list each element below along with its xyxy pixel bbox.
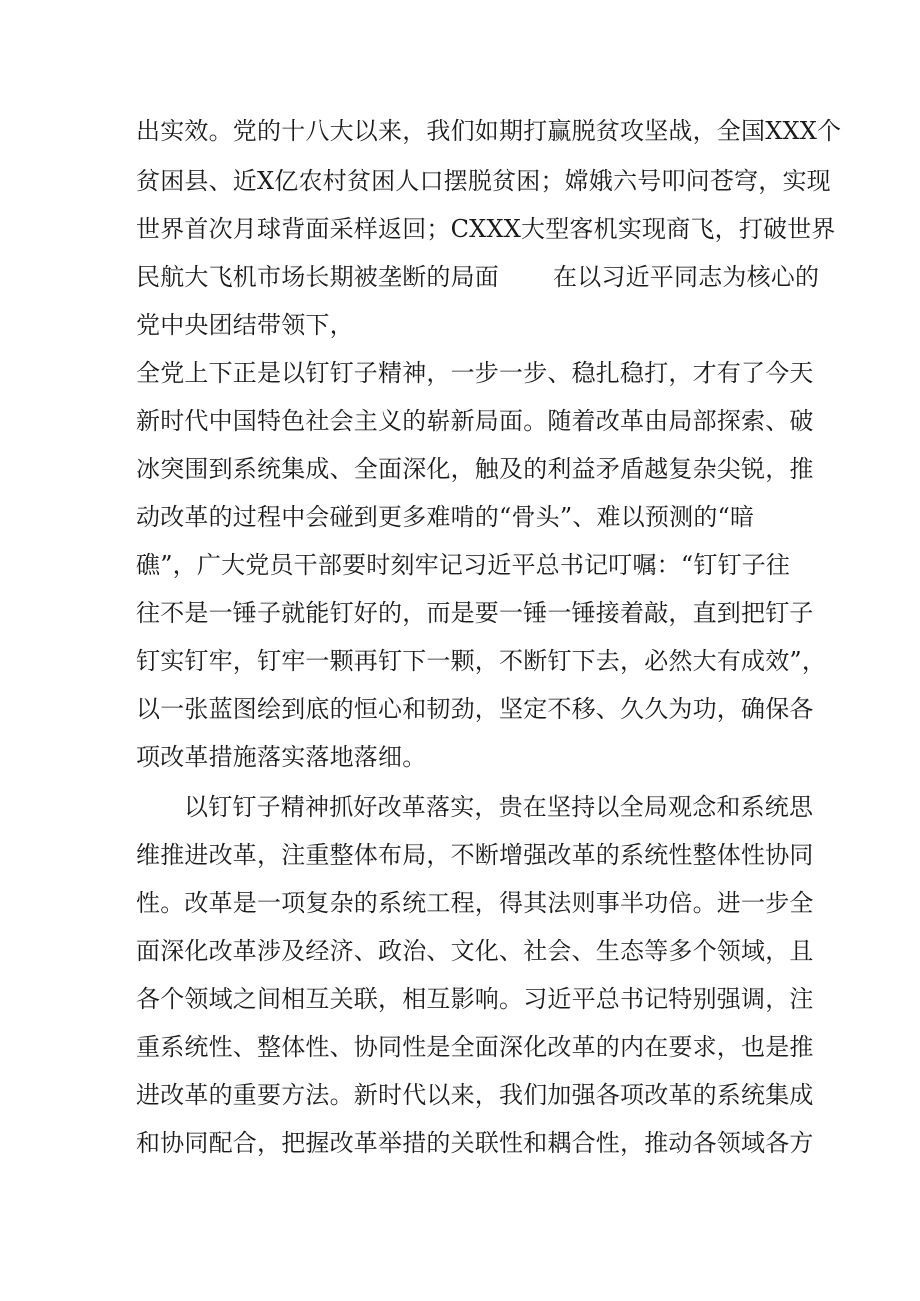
text-line: 进改革的重要方法。新时代以来，我们加强各项改革的系统集成	[136, 1081, 814, 1109]
text-line: 新时代中国特色社会主义的崭新局面。随着改革由局部探索、破	[136, 407, 814, 435]
text-line: 维推进改革，注重整体布局，不断增强改革的系统性整体性协同	[136, 841, 814, 869]
text-line: 党中央团结带领下，	[136, 311, 354, 339]
text-line	[136, 262, 819, 292]
text-line: 全党上下正是以钉钉子精神，一步一步、稳扎稳打，才有了今天	[136, 359, 814, 387]
text-line: 贫困县、近X亿农村贫困人口摆脱贫困；嫦娥六号叩问苍穹，实现	[136, 167, 831, 195]
text-line: 动改革的过程中会碰到更多难啃的“骨头”、难以预测的“暗	[136, 503, 755, 531]
text-line: 以钉钉子精神抓好改革落实，贵在坚持以全局观念和系统思	[184, 793, 814, 821]
text-line: 以一张蓝图绘到底的恒心和韧劲，坚定不移、久久为功，确保各	[136, 695, 814, 723]
text-line: 性。改革是一项复杂的系统工程，得其法则事半功倍。进一步全	[136, 889, 814, 917]
text-line: 钉实钉牢，钉牢一颗再钉下一颗，不断钉下去，必然大有成效”，	[136, 647, 827, 675]
text-segment: 在以习近平同志为核心的	[553, 263, 820, 291]
text-line: 和协同配合，把握改革举措的关联性和耦合性，推动各领域各方	[136, 1129, 814, 1157]
text-line: 世界首次月球背面采样返回；CXXX大型客机实现商飞，打破世界	[136, 215, 836, 243]
text-line: 各个领域之间相互关联，相互影响。习近平总书记特别强调，注	[136, 985, 814, 1013]
text-line: 面深化改革涉及经济、政治、文化、社会、生态等多个领域，且	[136, 937, 814, 965]
text-line: 项改革措施落实落地落细。	[136, 743, 427, 771]
text-segment: 民航大飞机市场长期被垄断的局面	[136, 263, 499, 291]
text-line: 重系统性、整体性、协同性是全面深化改革的内在要求，也是推	[136, 1033, 814, 1061]
text-line: 冰突围到系统集成、全面深化，触及的利益矛盾越复杂尖锐，推	[136, 455, 814, 483]
text-line: 出实效。党的十八大以来，我们如期打赢脱贫攻坚战，全国XXX个	[136, 117, 842, 145]
text-line: 礁”，广大党员干部要时刻牢记习近平总书记叮嘱：“钉钉子往	[136, 551, 791, 579]
text-line: 往不是一锤子就能钉好的，而是要一锤一锤接着敲，直到把钉子	[136, 599, 814, 627]
